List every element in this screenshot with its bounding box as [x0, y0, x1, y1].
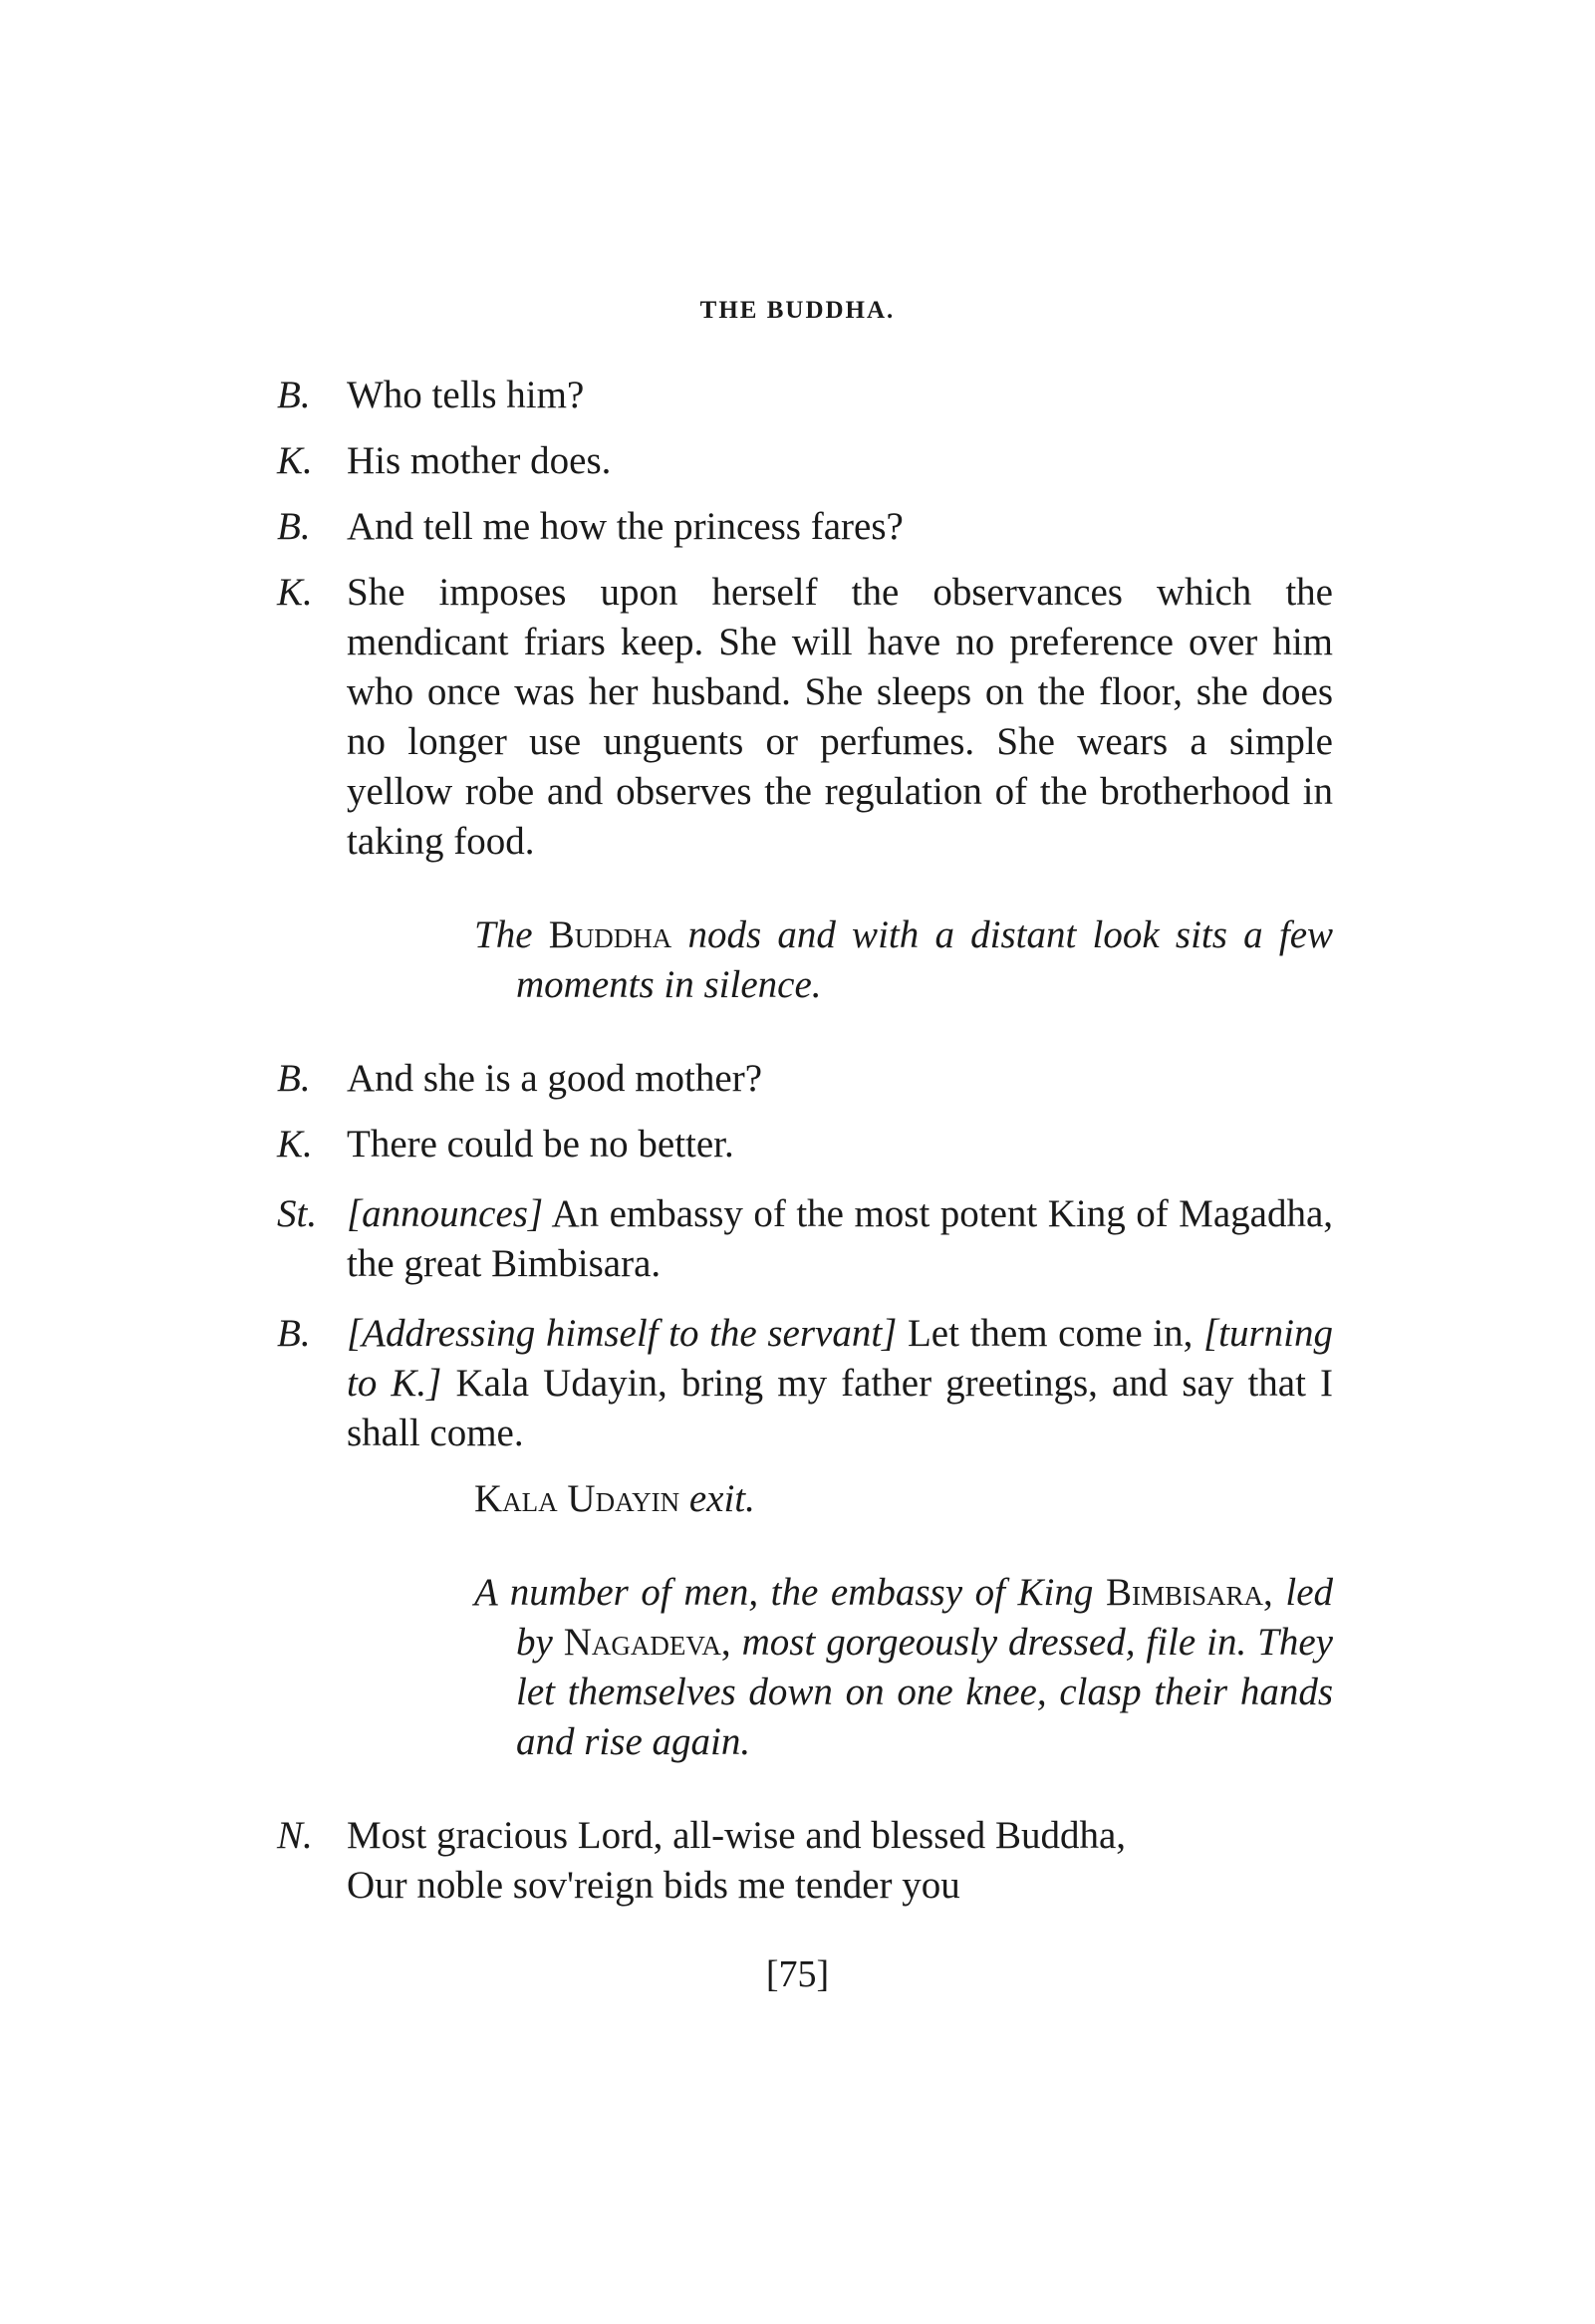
speech-text: His mother does.: [347, 439, 612, 482]
stage-direction: [474, 910, 1333, 1010]
speech-line: [277, 371, 1333, 420]
exit-direction: [474, 1474, 1333, 1524]
speaker-label: B.: [277, 1312, 311, 1355]
speaker-label: B.: [277, 1057, 311, 1100]
speech-text: And tell me how the princess fares?: [347, 505, 904, 548]
speech-line: [277, 436, 1333, 486]
speech-line: [277, 1054, 1333, 1104]
running-head: THE BUDDHA.: [699, 297, 896, 324]
speech-text: She imposes upon herself the observances which the mendicant friars keep. She will have no preference over him who once was her husband. She sleeps on the floor, she does no longer use unguents or perfumes. She wears a simple yellow robe and observes the regulation of the brotherhood in taking food.: [347, 571, 1333, 863]
speech-line: [277, 1309, 1333, 1458]
stage-text: A number of men, the embassy of King: [474, 1571, 1094, 1614]
speech-line: [277, 502, 1333, 552]
speech-text: Who tells him?: [347, 374, 585, 416]
character-name: Kala Udayin: [474, 1477, 680, 1520]
character-name: Nagadeva,: [563, 1621, 731, 1664]
stage-text: The: [474, 913, 533, 956]
speaker-label: St.: [277, 1192, 318, 1235]
verse-line: Our noble sov'reign bids me tender you: [347, 1864, 960, 1907]
speaker-label: K.: [277, 1123, 313, 1165]
speaker-label: K.: [277, 439, 313, 482]
exit-word: exit.: [688, 1477, 755, 1520]
speech-text: An embassy of the most potent King of Magadha, the great Bimbisara.: [347, 1192, 1334, 1285]
character-name: Bimbisara,: [1105, 1571, 1273, 1614]
speech-text: And she is a good mother?: [347, 1057, 763, 1100]
page-number: [75]: [765, 1953, 830, 1995]
speaker-label: B.: [277, 505, 311, 548]
stage-direction: [474, 1568, 1333, 1767]
verse-line: Most gracious Lord, all-wise and blessed Buddha,: [347, 1814, 1127, 1857]
stage-text: nods and with a distant look sits a few moments in silence.: [516, 913, 1334, 1006]
stage-text: led by: [516, 1571, 1334, 1664]
speech-text: Let them come in,: [907, 1312, 1194, 1355]
speaker-label: N.: [277, 1814, 313, 1857]
speech-text: There could be no better.: [347, 1123, 734, 1165]
character-name: Buddha: [548, 913, 672, 956]
speech-line: [277, 568, 1333, 867]
speech-text: Kala Udayin, bring my father greetings, and say that I shall come.: [347, 1362, 1334, 1454]
speaker-label: K.: [277, 571, 313, 614]
stage-direction-inline: [announces]: [347, 1192, 544, 1235]
stage-direction-inline: [turning to K.]: [347, 1312, 1334, 1405]
speech-line: [277, 1120, 1333, 1169]
speech-line: [277, 1811, 1333, 1911]
stage-direction-inline: [Addressing himself to the servant]: [347, 1312, 898, 1355]
speech-line: [277, 1189, 1333, 1289]
speaker-label: B.: [277, 374, 311, 416]
stage-text: most gorgeously dressed, file in. They let themselves down on one knee, clasp their hands and rise again.: [516, 1621, 1333, 1763]
text-block: [277, 371, 1333, 1911]
